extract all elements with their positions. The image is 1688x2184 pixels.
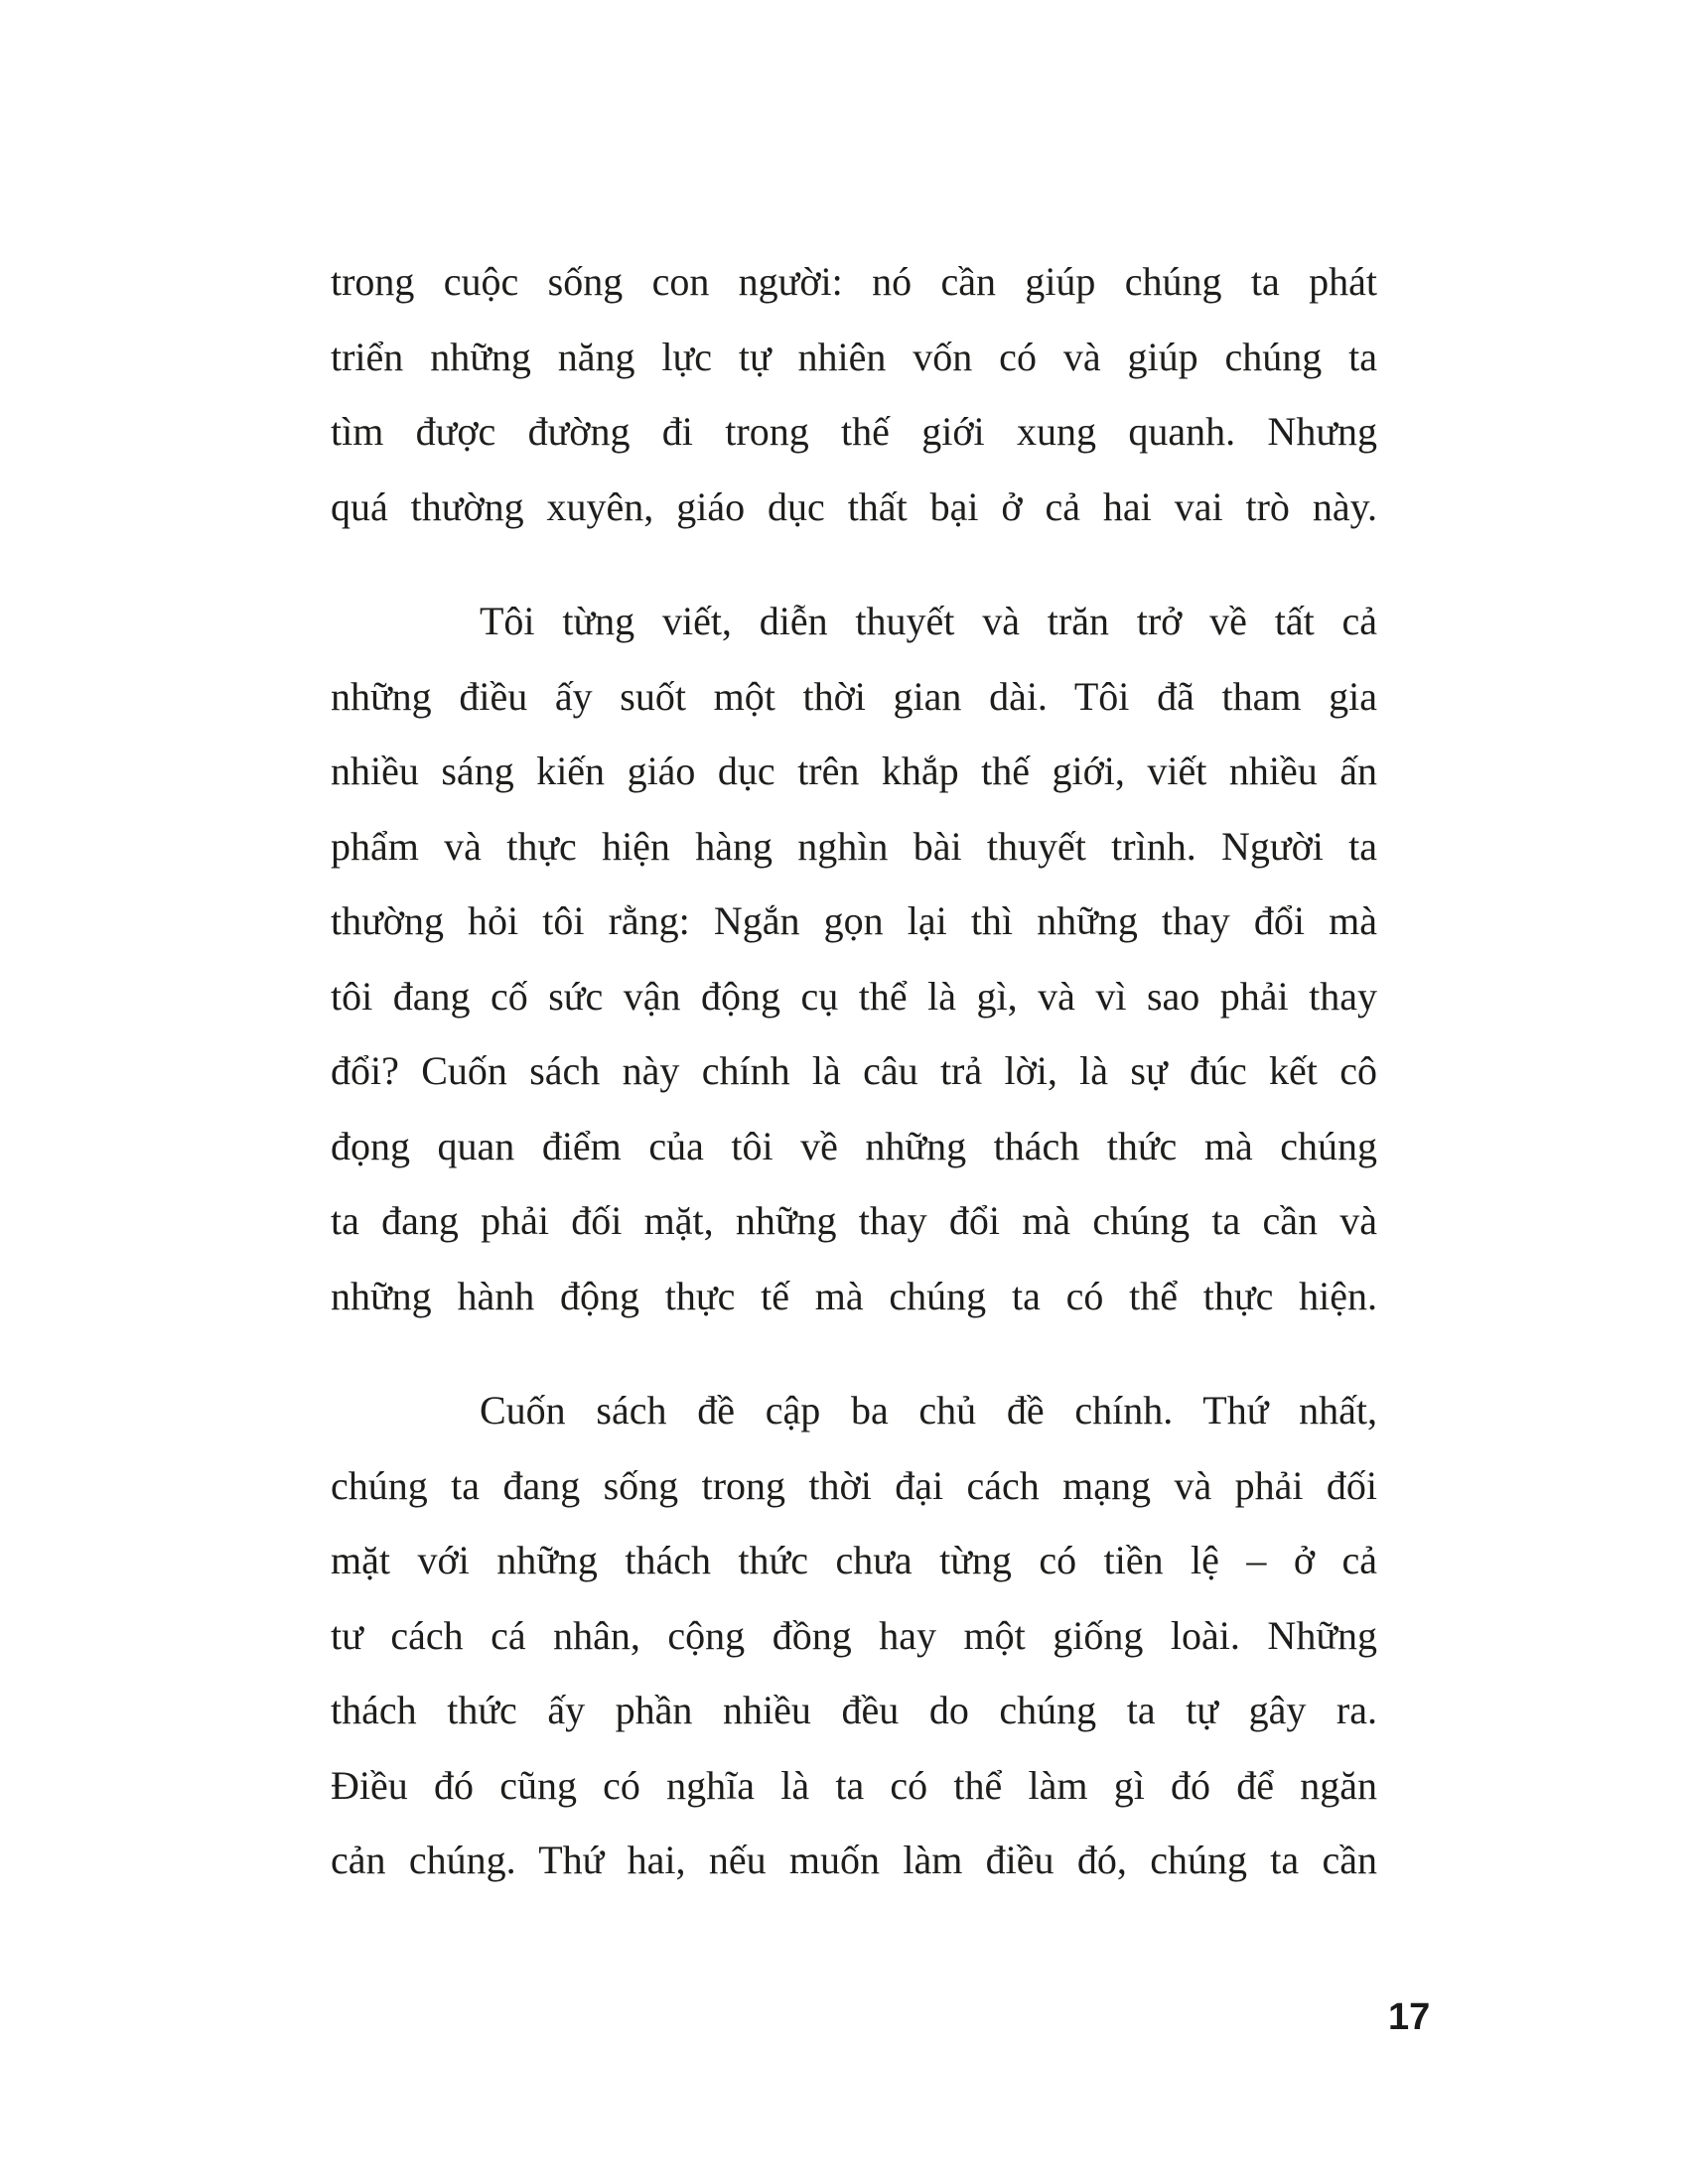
text-line: ta đang phải đối mặt, những thay đổi mà chúng ta cần và [331, 1198, 1377, 1243]
text-line: tôi đang cố sức vận động cụ thể là gì, và vì sao phải thay [331, 973, 1377, 1019]
text-line: trong cuộc sống con người: nó cần giúp chúng ta phát [331, 259, 1377, 304]
text-line: phẩm và thực hiện hàng nghìn bài thuyết trình. Người ta [331, 823, 1377, 869]
paragraph-3 [331, 1373, 1377, 1898]
text-line: thường hỏi tôi rằng: Ngắn gọn lại thì những thay đổi mà [331, 898, 1377, 943]
text-line: nhiều sáng kiến giáo dục trên khắp thế giới, viết nhiều ấn [331, 749, 1377, 793]
text-line: những điều ấy suốt một thời gian dài. Tôi đã tham gia [331, 673, 1377, 719]
text-line: Tôi từng viết, diễn thuyết và trăn trở về tất cả [480, 599, 1377, 643]
text-line: tìm được đường đi trong thế giới xung quanh. Nhưng [331, 409, 1377, 454]
text-line: quá thường xuyên, giáo dục thất bại ở cả hai vai trò này. [331, 483, 1377, 529]
text-line: cản chúng. Thứ hai, nếu muốn làm điều đó, chúng ta cần [331, 1838, 1377, 1882]
text-line: đổi? Cuốn sách này chính là câu trả lời, là sự đúc kết cô [331, 1048, 1377, 1093]
text-line: tư cách cá nhân, cộng đồng hay một giống loài. Những [331, 1612, 1377, 1658]
text-line: đọng quan điểm của tôi về những thách thức mà chúng [331, 1123, 1377, 1168]
text-line: Điều đó cũng có nghĩa là ta có thể làm gì đó để ngăn [331, 1762, 1377, 1808]
paragraph-2 [331, 584, 1377, 1333]
paragraph-1 [331, 244, 1377, 544]
text-line: thách thức ấy phần nhiều đều do chúng ta tự gây ra. [331, 1688, 1377, 1732]
text-line: chúng ta đang sống trong thời đại cách mạng và phải đối [331, 1462, 1377, 1508]
body-text [331, 244, 1377, 1898]
text-line: Cuốn sách đề cập ba chủ đề chính. Thứ nhất, [480, 1388, 1377, 1433]
text-line: triển những năng lực tự nhiên vốn có và giúp chúng ta [331, 334, 1377, 379]
text-line: mặt với những thách thức chưa từng có tiền lệ – ở cả [331, 1538, 1377, 1582]
page-number: 17 [1388, 1996, 1431, 2038]
text-line: những hành động thực tế mà chúng ta có thể thực hiện. [331, 1273, 1377, 1318]
